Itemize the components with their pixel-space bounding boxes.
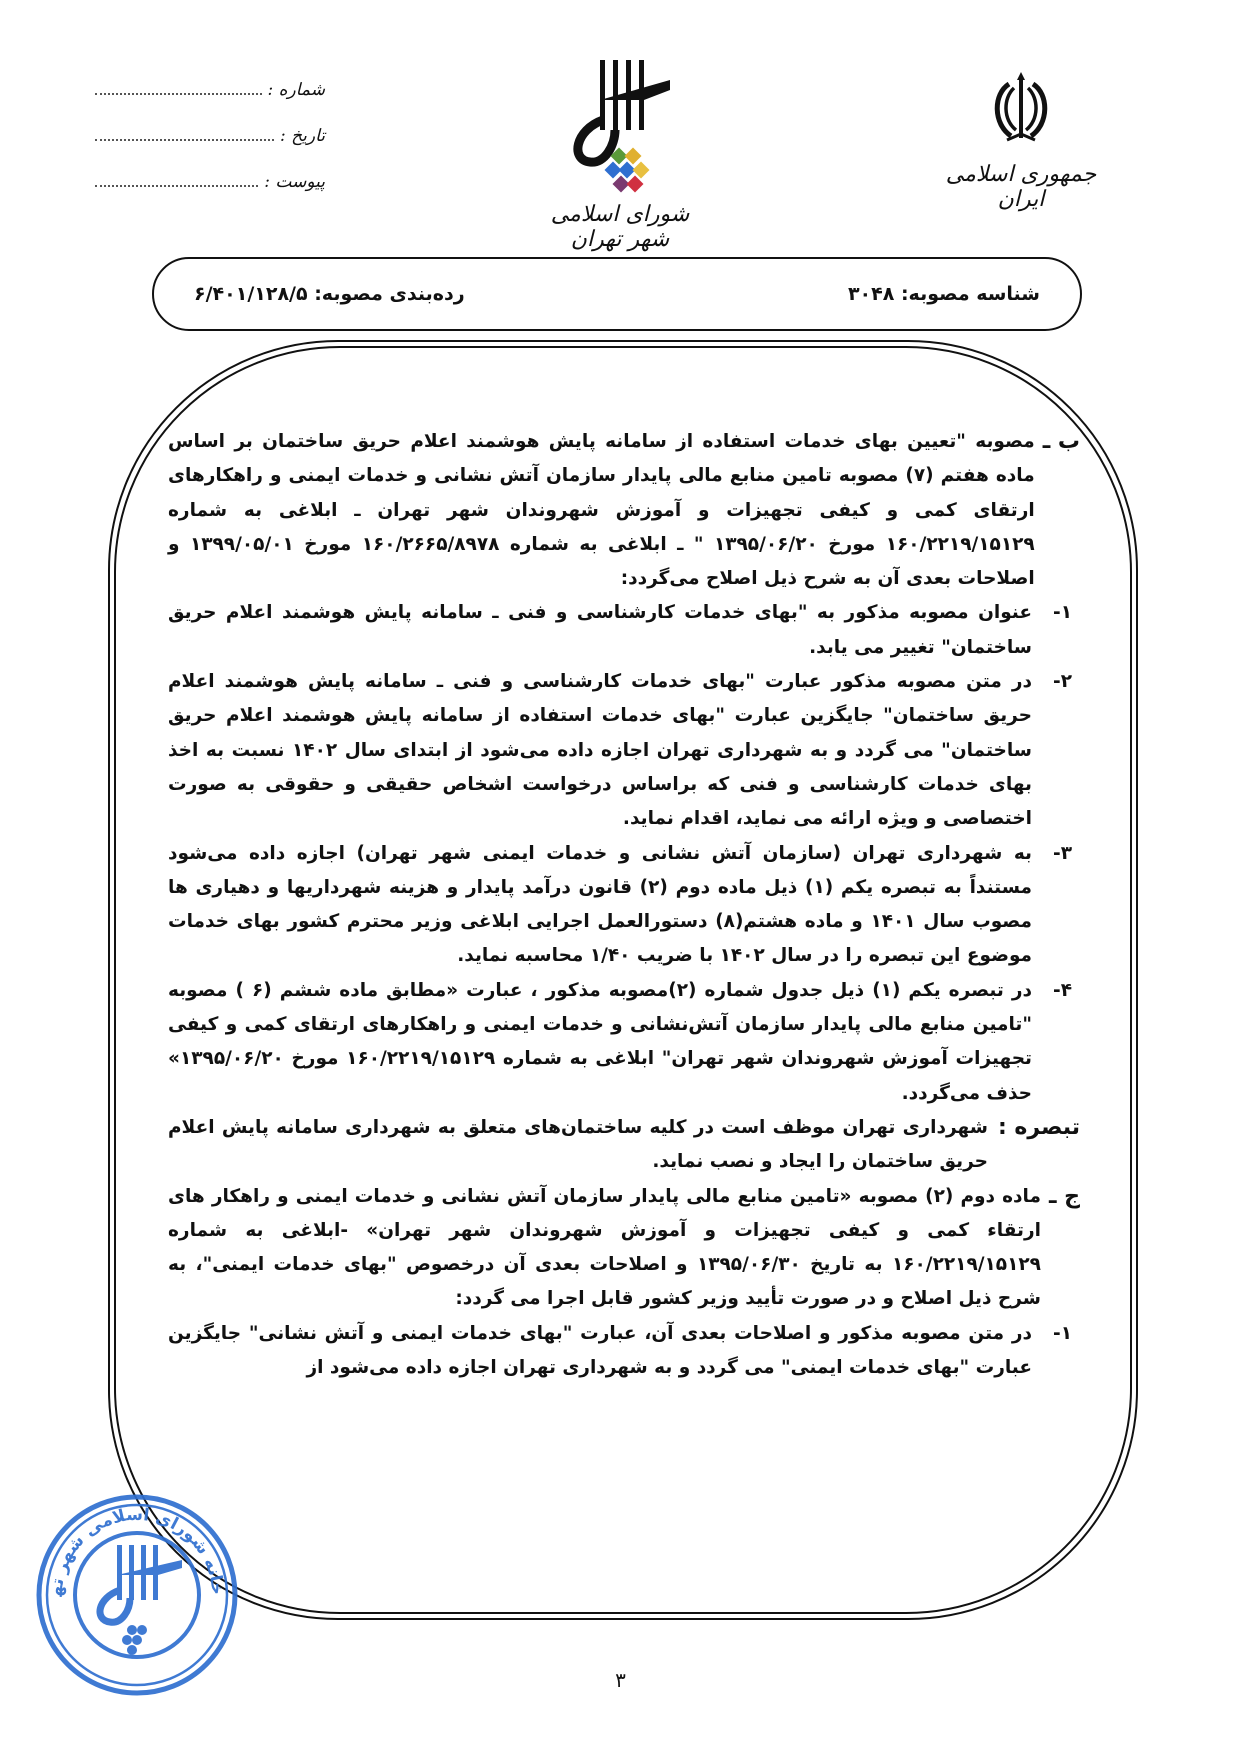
resolution-id-bar [152, 257, 1082, 331]
resolution-classification: رده‌بندی مصوبه: ۶/۴۰۱/۱۲۸/۵ [194, 283, 465, 305]
item-number: ۱- [1053, 602, 1072, 624]
section-j [168, 1180, 1080, 1317]
note-label: تبصره : [997, 1114, 1080, 1140]
iran-emblem [931, 68, 1111, 212]
letterhead [0, 40, 1241, 252]
item-number: ۲- [1053, 671, 1072, 693]
section-b-item-1 [168, 596, 1072, 665]
item-text: به شهرداری تهران (سازمان آتش نشانی و خدمات ایمنی شهر تهران) اجازه داده می‌شود مستنداً به تبصره یکم (۱) ذیل ماده دوم (۲) قانون درآمد پایدار و هزینه شهرداریها و دهیاری ها مصوب سال ۱۴۰۱ و ماده هشتم(۸) دستورالعمل اجرایی ابلاغی وزیر محترم کشور بهای خدمات موضوع این تبصره را در سال ۱۴۰۲ با ضریب ۱/۴۰ محاسبه نماید. [168, 842, 1032, 967]
number-label: شماره : [267, 80, 325, 100]
letter-meta-fields [95, 80, 325, 218]
number-field [95, 80, 325, 126]
iran-emblem-icon [981, 68, 1061, 148]
note-text: شهرداری تهران موظف است در کلیه ساختمان‌های متعلق به شهرداری سامانه پایش اعلام حریق ساختمان را ایجاد و نصب نماید. [168, 1116, 988, 1173]
council-logo [530, 50, 710, 252]
item-text: در متن مصوبه مذکور عبارت "بهای خدمات کارشناسی و فنی ـ سامانه پایش هوشمند اعلام حریق ساختمان" جایگزین عبارت "بهای خدمات استفاده از سامانه پایش هوشمند اعلام حریق ساختمان" می گردد و به شهرداری تهران اجازه داده می‌شود از ابتدای سال ۱۴۰۲ نسبت به اخذ بهای خدمات کارشناسی و فنی که براساس درخواست اشخاص حقیقی و حقوقی به صورت اختصاصی و ویژه ارائه می نماید، اقدام نماید. [168, 671, 1032, 830]
section-j-letter: ج ـ [1048, 1183, 1080, 1209]
item-number: ۳- [1053, 842, 1072, 864]
section-b-item-3 [168, 837, 1072, 974]
resolution-id: شناسه مصوبه: ۳۰۴۸ [847, 283, 1040, 305]
stamp-text: خانه شورای اسلامی شهر ته [46, 1504, 228, 1598]
emblem-caption: جمهوری اسلامی ایران [945, 162, 1097, 212]
item-text: عنوان مصوبه مذکور به "بهای خدمات کارشناسی و فنی ـ سامانه پایش هوشمند اعلام حریق ساختمان" تغییر می یابد. [168, 602, 1032, 658]
section-j-text: ماده دوم (۲) مصوبه «تامین منابع مالی پایدار سازمان آتش نشانی و خدمات ایمنی و راهکار های ارتقاء کمی و کیفی تجهیزات و آموزش شهروندان شهر تهران» -ابلاغی به شماره ۱۶۰/۲۲۱۹/۱۵۱۲۹ به تاریخ ۱۳۹۵/۰۶/۳۰ و اصلاحات بعدی آن درخصوص "بهای خدمات ایمنی"، به شرح ذیل اصلاح و در صورت تأیید وزیر کشور قابل اجرا می گردد: [168, 1185, 1041, 1310]
attachment-label: پیوست : [264, 172, 325, 192]
item-text: در تبصره یکم (۱) ذیل جدول شماره (۲)مصوبه مذکور ، عبارت «مطابق ماده ششم (۶ ) مصوبه "تامین منابع مالی پایدار سازمان آتش‌نشانی و خدمات ایمنی و راهکارهای ارتقای کمی و کیفی تجهیزات آموزش شهروندان شهر تهران" ابلاغی به شماره ۱۶۰/۲۲۱۹/۱۵۱۲۹ مورخ ۱۳۹۵/۰۶/۲۰» حذف می‌گردد. [168, 979, 1032, 1104]
item-number: ۱- [1053, 1322, 1072, 1344]
date-field [95, 126, 325, 172]
council-caption: شورای اسلامی شهر تهران [550, 202, 690, 252]
attachment-value [95, 184, 258, 187]
section-b-letter: ب ـ [1042, 429, 1080, 454]
number-value [95, 92, 262, 95]
note [168, 1111, 1080, 1180]
resolution-body [168, 425, 1080, 1385]
section-j-item-1 [168, 1317, 1072, 1386]
council-logo-icon [545, 50, 695, 200]
section-b-item-2 [168, 665, 1072, 836]
page-number: ۳ [615, 1668, 626, 1692]
section-b [168, 425, 1080, 596]
attachment-field [95, 172, 325, 218]
item-number: ۴- [1053, 979, 1072, 1001]
date-label: تاریخ : [280, 126, 325, 146]
section-b-item-4 [168, 974, 1072, 1111]
item-text: در متن مصوبه مذکور و اصلاحات بعدی آن، عبارت "بهای خدمات ایمنی و آتش نشانی" جایگزین عبارت "بهای خدمات ایمنی" می گردد و به شهرداری تهران اجازه داده می‌شود از [168, 1322, 1032, 1379]
date-value [95, 138, 274, 141]
section-b-text: مصوبه "تعیین بهای خدمات استفاده از سامانه پایش هوشمند اعلام حریق ساختمان بر اساس ماده هفتم (۷) مصوبه تامین منابع مالی پایدار سازمان آتش نشانی و خدمات ایمنی و راهکارهای ارتقای کمی و کیفی تجهیزات و آموزش شهروندان شهر تهران ـ ابلاغی به شماره ۱۶۰/۲۲۱۹/۱۵۱۲۹ مورخ ۱۳۹۵/۰۶/۲۰ " ـ ابلاغی به شماره ۱۶۰/۲۶۶۵/۸۹۷۸ مورخ ۱۳۹۹/۰۵/۰۱ و اصلاحات بعدی آن به شرح ذیل اصلاح می‌گردد: [168, 431, 1035, 590]
